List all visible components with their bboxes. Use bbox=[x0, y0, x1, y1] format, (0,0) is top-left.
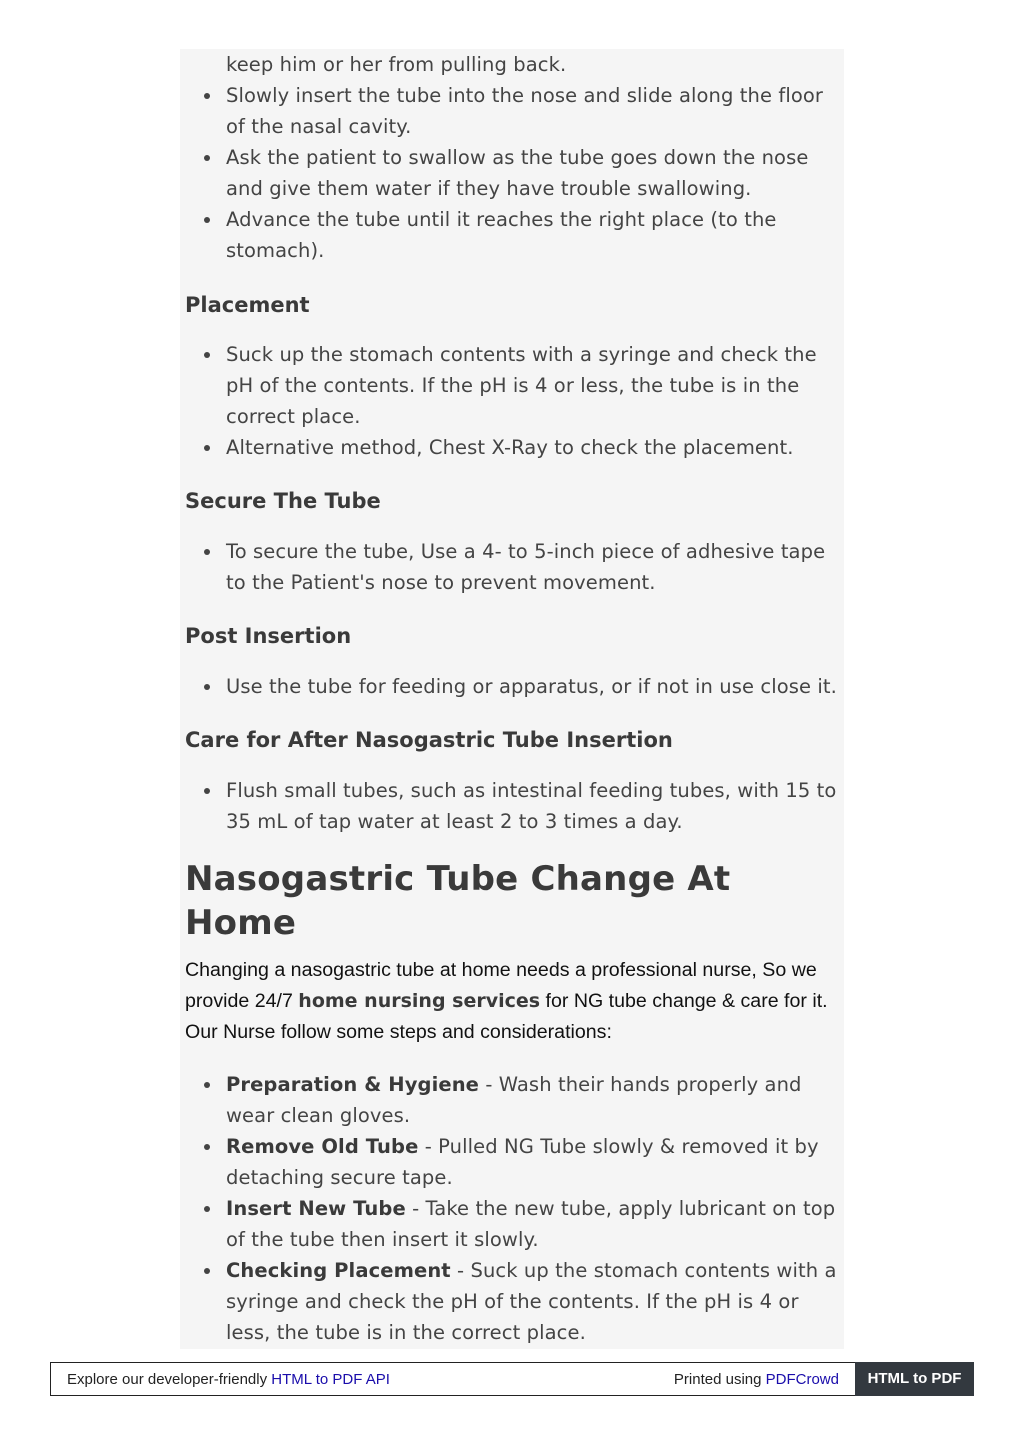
step-term: Preparation & Hygiene bbox=[226, 1073, 480, 1096]
list-item: Slowly insert the tube into the nose and slide along the floor of the nasal cavity. bbox=[226, 80, 844, 142]
pdfcrowd-link[interactable]: PDFCrowd bbox=[765, 1371, 839, 1388]
list-item: Alternative method, Chest X-Ray to check the placement. bbox=[226, 432, 844, 463]
home-nursing-link[interactable]: home nursing services bbox=[298, 990, 541, 1012]
list-item: To secure the tube, Use a 4- to 5-inch piece of adhesive tape to the Patient's nose to prevent movement. bbox=[226, 536, 844, 598]
footer-printed bbox=[674, 1371, 839, 1388]
list-item: Advance the tube until it reaches the right place (to the stomach). bbox=[226, 204, 844, 266]
footer-explore-text: Explore our developer-friendly bbox=[67, 1371, 272, 1388]
step-term: Insert New Tube bbox=[226, 1197, 406, 1220]
article-content bbox=[180, 49, 844, 1349]
secure-heading: Secure The Tube bbox=[185, 489, 381, 513]
intro-text: for NG tube change & care for it. Our Nurse follow some steps and considerations: bbox=[185, 990, 828, 1043]
list-item: Flush small tubes, such as intestinal feeding tubes, with 15 to 35 mL of tap water at least 2 to 3 times a day. bbox=[226, 775, 844, 837]
list-item bbox=[226, 1255, 844, 1348]
section-title: Nasogastric Tube Change At Home bbox=[185, 859, 731, 943]
post-insertion-heading: Post Insertion bbox=[185, 624, 352, 648]
care-list bbox=[185, 775, 844, 837]
steps-list bbox=[185, 1069, 844, 1348]
list-item: keep him or her from pulling back. bbox=[226, 53, 567, 76]
step-text: - Suck up the stomach contents with a syringe and check the pH of the contents. If the pH is 4 or less, the tube is in the correct place. bbox=[226, 1259, 837, 1344]
list-item: Suck up the stomach contents with a syringe and check the pH of the contents. If the pH is 4 or less, the tube is in the correct place. bbox=[226, 339, 844, 432]
post-insertion-list bbox=[185, 671, 844, 702]
list-item bbox=[226, 1131, 844, 1193]
footer-explore bbox=[67, 1371, 390, 1388]
care-heading: Care for After Nasogastric Tube Insertion bbox=[185, 728, 673, 752]
footer-printed-text: Printed using bbox=[673, 1371, 766, 1388]
secure-list bbox=[185, 536, 844, 598]
intro-text: Changing a nasogastric tube at home needs a professional nurse, So we provide 24/7 bbox=[185, 959, 817, 1012]
placement-heading: Placement bbox=[185, 293, 310, 317]
html-to-pdf-api-link[interactable]: HTML to PDF API bbox=[271, 1371, 390, 1388]
step-text: - Take the new tube, apply lubricant on top of the tube then insert it slowly. bbox=[226, 1197, 836, 1251]
html-to-pdf-badge[interactable]: HTML to PDF bbox=[855, 1362, 974, 1396]
list-item: Use the tube for feeding or apparatus, or if not in use close it. bbox=[226, 671, 844, 702]
list-item bbox=[226, 1069, 844, 1131]
list-item: Ask the patient to swallow as the tube goes down the nose and give them water if they have trouble swallowing. bbox=[226, 142, 844, 204]
intro-paragraph bbox=[185, 955, 844, 1048]
step-term: Remove Old Tube bbox=[226, 1135, 419, 1158]
placement-list bbox=[185, 339, 844, 463]
pdf-footer-bar bbox=[50, 1362, 974, 1396]
procedure-list bbox=[185, 49, 844, 266]
list-item bbox=[226, 1193, 844, 1255]
step-text: - Pulled NG Tube slowly & removed it by detaching secure tape. bbox=[226, 1135, 819, 1189]
step-text: - Wash their hands properly and wear clean gloves. bbox=[226, 1073, 802, 1127]
step-term: Checking Placement bbox=[226, 1259, 451, 1282]
